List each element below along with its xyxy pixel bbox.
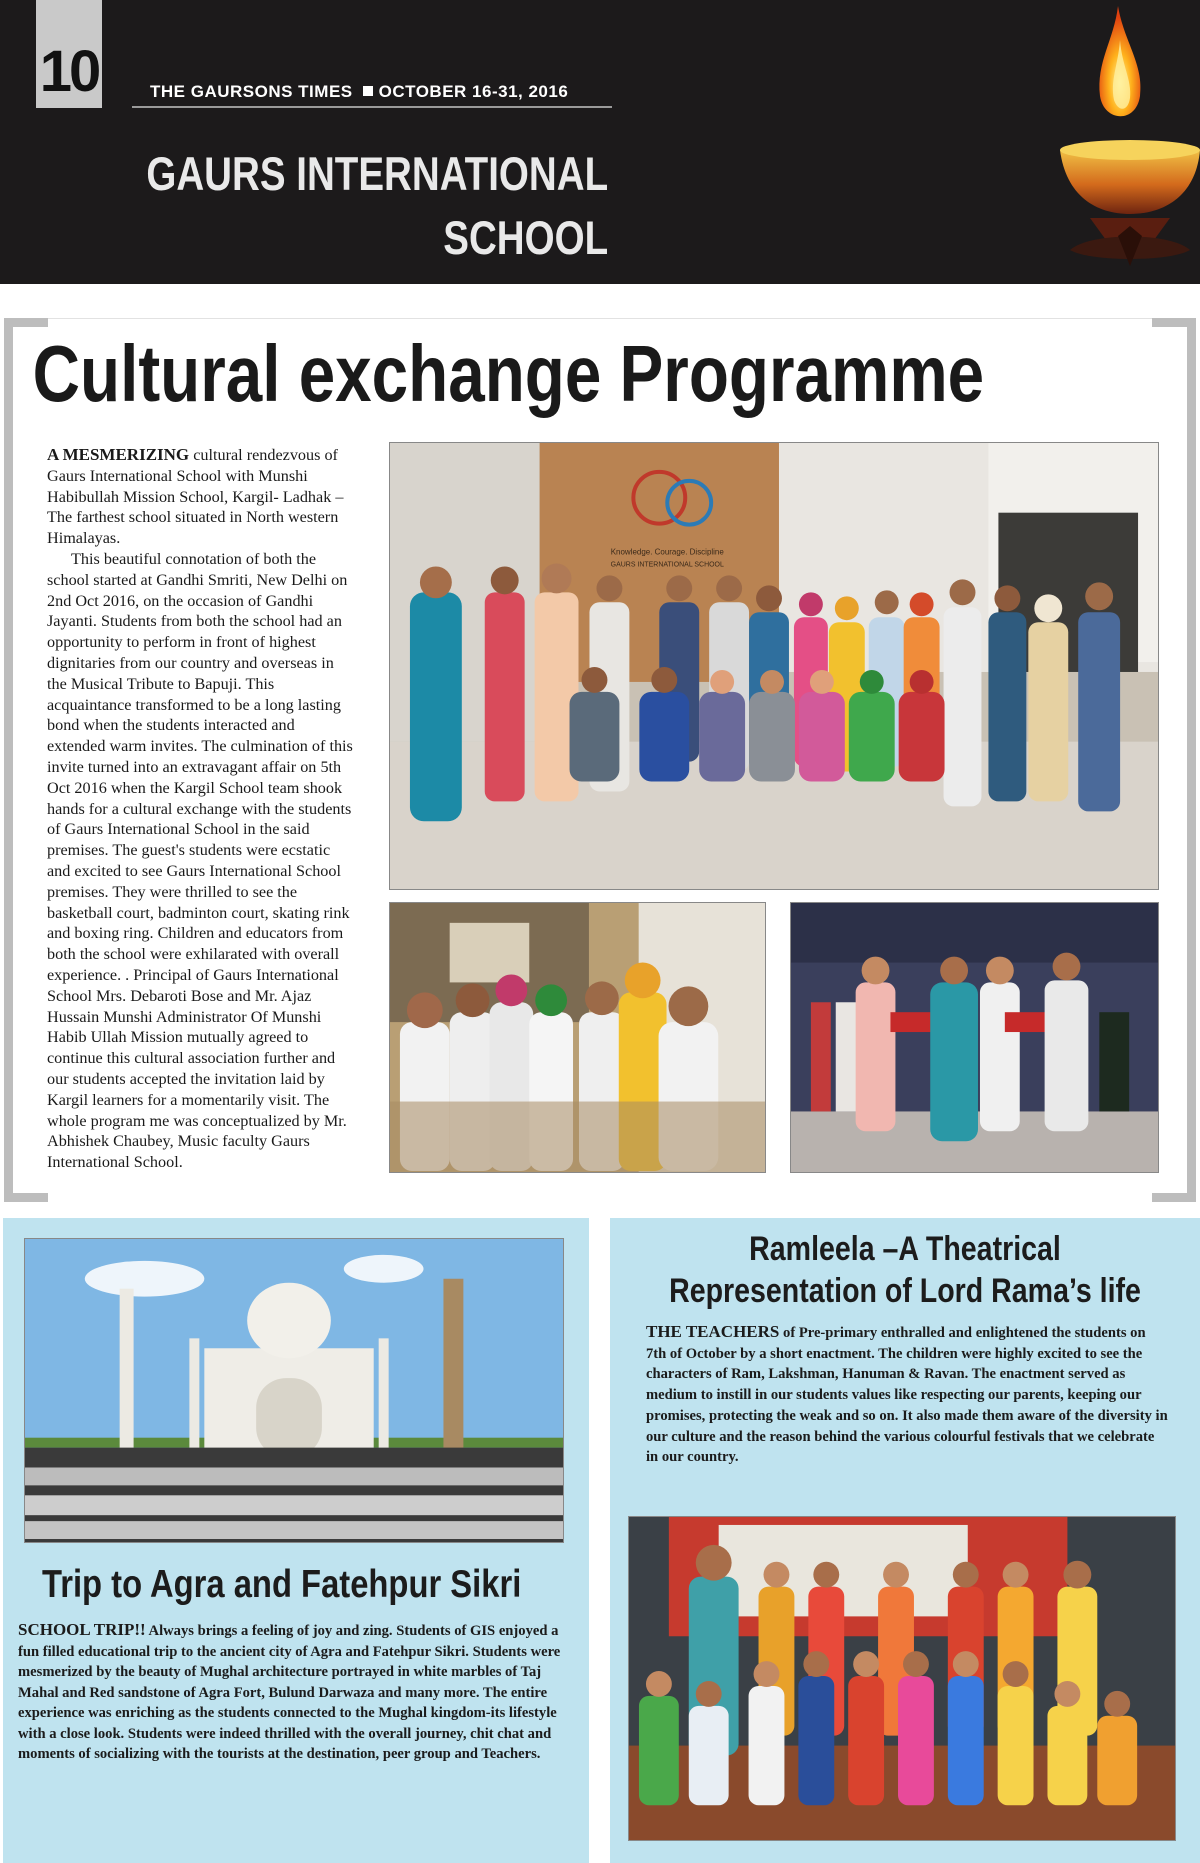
diya-lamp-icon [1060, 0, 1200, 284]
sign-logo-text: GAURS INTERNATIONAL SCHOOL [610, 561, 724, 569]
ramleela-article-body: THE TEACHERS of Pre-primary enthralled and enlightened the students on 7th of October by a short enactment. The children were highly excited to see the characters of Ram, Lakshman, Hanuman & Ravan. The enactment served as medium to instill in our students values like respecting our parents, keeping our promises, protecting the weak and so on. It also made them aware of the diversity in our culture and the reason behind the various colourful festivals that we celebrate in our country. [646, 1322, 1168, 1466]
trip-article-body: SCHOOL TRIP!! Always brings a feeling of joy and zing. Students of GIS enjoyed a fun filled educational trip to the ancient city of Agra and Fatehpur Sikri. Students were mesmerized by the beauty of Mughal architecture portrayed in white marbles of Taj Mahal and Red sandstone of Agra Fort, Bulund Darwaza and many more. The entire experience was enriching as the students connected to the Mughal kingdom-its lifestyle with a close look. Students were indeed thrilled with the overall journey, chit chat and moments of socializing with the tourists at the destination, peer group and Teachers. [18, 1620, 561, 1762]
separator-square-icon [363, 86, 373, 96]
publication-name: THE GAURSONS TIMES [150, 82, 353, 101]
frame-top-rule [30, 318, 1170, 319]
masthead-rule [132, 106, 612, 108]
taj-mahal-photo [24, 1238, 564, 1543]
lead-caps: A MESMERIZING [47, 445, 190, 464]
main-headline: Cultural exchange Programme [32, 329, 985, 418]
ramleela-photo [628, 1516, 1176, 1841]
group-photo [389, 442, 1159, 890]
students-photo [389, 902, 766, 1173]
sign-logo-motto: Knowledge. Courage. Discipline [610, 547, 724, 557]
ramleela-headline: Ramleela –A Theatrical Representation of Lord Rama’s life [669, 1230, 1141, 1310]
page-number: 10 [39, 39, 99, 104]
article-paragraph: This beautiful connotation of both the school started at Gandhi Smriti, New Delhi on 2nd Oct 2016, on the occasion of Gandhi Jayanti. Students from both the school had an opportunity to perform in front of highest dignitaries from our country and overseas in the Musical Tribute to Bapuji. This acquaintance transformed to be a long lasting bond when the students interacted and extended warm invites. The culmination of this invite turned into an extravagant affair on 5th Oct 2016 when the Kargil School team shook hands for a cultural exchange with the students of Gaurs International School in the said premises. The guest's students were ecstatic and excited to see Gaurs International School premises. They were thrilled to see the basketball court, badminton court, skating rink and boxing ring. Children and educators from both the school were exhilarated with overall experience. . Principal of Gaurs International School Mrs. Debaroti Bose and Mr. Ajaz Hussain Munshi Administrator Of Munshi Habib Ullah Mission mutually agreed to continue this cultural association further and our students accepted the invitation laid by Kargil learners for a momentarily visit. The whole program me was conceptualized by Mr. Abhishek Chaubey, Music faculty Gaurs International School. [47, 549, 353, 1172]
main-article-body [47, 445, 357, 1173]
issue-date: OCTOBER 16-31, 2016 [378, 82, 569, 101]
lead-caps: THE TEACHERS [646, 1322, 780, 1341]
trip-headline: Trip to Agra and Fatehpur Sikri [42, 1563, 522, 1606]
section-title: GAURS INTERNATIONAL SCHOOL [146, 147, 608, 264]
masthead [150, 82, 568, 102]
lead-caps: SCHOOL TRIP!! [18, 1620, 146, 1639]
article-paragraph: A MESMERIZING cultural rendezvous of Gaurs International School with Munshi Habibullah Mission School, Kargil- Ladhak – The farthest school situated in North western Himalayas. [47, 445, 344, 548]
frame-bracket-left [4, 318, 48, 1202]
stage-felicitation-photo [790, 902, 1159, 1173]
